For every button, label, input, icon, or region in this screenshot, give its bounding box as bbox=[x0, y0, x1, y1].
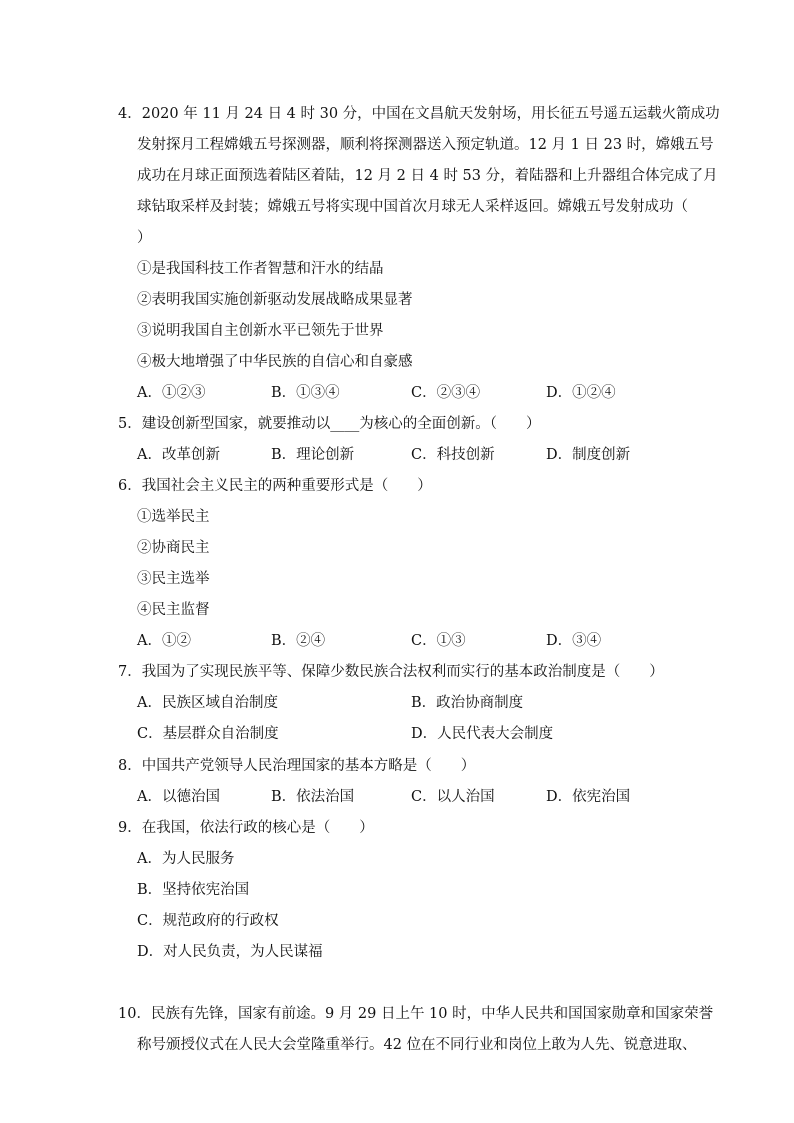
question-9-stem: 9．在我国，依法行政的核心是（ ） bbox=[118, 820, 374, 836]
question-7-stem: 7．我国为了实现民族平等、保障少数民族合法权利而实行的基本政治制度是（ ） bbox=[118, 664, 664, 680]
question-6-item-3: ③民主选举 bbox=[137, 571, 210, 587]
question-4-stem-line-3: 成功在月球正面预选着陆区着陆，12 月 2 日 4 时 53 分，着陆器和上升器组合体完成了月 bbox=[137, 168, 718, 184]
question-5-option-b[interactable]: B．理论创新 bbox=[271, 447, 355, 463]
question-7-option-c[interactable]: C．基层群众自治制度 bbox=[137, 726, 279, 742]
question-6-item-4: ④民主监督 bbox=[137, 602, 210, 618]
question-4-options bbox=[118, 378, 678, 409]
question-5-options bbox=[118, 440, 678, 471]
question-4-option-d[interactable]: D．①②④ bbox=[546, 385, 616, 401]
question-7 bbox=[118, 657, 678, 750]
question-4-stem-line-5: ） bbox=[137, 230, 152, 246]
question-6-item-2: ②协商民主 bbox=[137, 540, 210, 556]
question-6-option-a[interactable]: A．①② bbox=[137, 633, 191, 649]
question-8-options bbox=[118, 782, 678, 813]
question-5-stem: 5．建设创新型国家，就要推动以____为核心的全面创新。（ ） bbox=[118, 416, 541, 432]
question-4-stem-line-1: 4．2020 年 11 月 24 日 4 时 30 分，中国在文昌航天发射场，用长征五号遥五运载火箭成功 bbox=[118, 106, 720, 122]
question-9-option-a[interactable]: A．为人民服务 bbox=[137, 851, 235, 867]
question-4-option-c[interactable]: C．②③④ bbox=[411, 385, 481, 401]
question-7-option-a[interactable]: A．民族区域自治制度 bbox=[137, 695, 278, 711]
question-8-stem: 8．中国共产党领导人民治理国家的基本方略是（ ） bbox=[118, 758, 476, 774]
question-6-option-d[interactable]: D．③④ bbox=[546, 633, 602, 649]
question-4-option-b[interactable]: B．①③④ bbox=[271, 385, 340, 401]
question-4-item-2: ②表明我国实施创新驱动发展战略成果显著 bbox=[137, 292, 413, 308]
question-6-option-c[interactable]: C．①③ bbox=[411, 633, 466, 649]
question-8-option-b[interactable]: B．依法治国 bbox=[271, 789, 355, 805]
question-7-option-b[interactable]: B．政治协商制度 bbox=[411, 695, 524, 711]
question-5-option-a[interactable]: A．改革创新 bbox=[137, 447, 220, 463]
question-4 bbox=[118, 99, 720, 409]
question-4-item-1: ①是我国科技工作者智慧和汗水的结晶 bbox=[137, 261, 384, 277]
question-4-item-3: ③说明我国自主创新水平已领先于世界 bbox=[137, 323, 384, 339]
question-9-option-d[interactable]: D．对人民负责，为人民谋福 bbox=[137, 944, 323, 960]
question-6 bbox=[118, 471, 678, 657]
question-9-option-c[interactable]: C．规范政府的行政权 bbox=[137, 913, 279, 929]
question-8-option-d[interactable]: D．依宪治国 bbox=[546, 789, 631, 805]
question-6-stem: 6．我国社会主义民主的两种重要形式是（ ） bbox=[118, 478, 432, 494]
question-4-option-a[interactable]: A．①②③ bbox=[137, 385, 206, 401]
question-4-stem-line-2: 发射探月工程嫦娥五号探测器，顺利将探测器送入预定轨道。12 月 1 日 23 时，嫦娥五号 bbox=[137, 137, 714, 153]
question-8-option-a[interactable]: A．以德治国 bbox=[137, 789, 220, 805]
question-5 bbox=[118, 409, 678, 471]
question-7-options-row-1 bbox=[118, 688, 678, 719]
question-9 bbox=[118, 813, 678, 968]
question-10 bbox=[118, 999, 714, 1061]
question-6-options bbox=[118, 626, 678, 657]
question-5-option-d[interactable]: D．制度创新 bbox=[546, 447, 631, 463]
question-5-option-c[interactable]: C．科技创新 bbox=[411, 447, 495, 463]
question-6-item-1: ①选举民主 bbox=[137, 509, 210, 525]
question-6-option-b[interactable]: B．②④ bbox=[271, 633, 326, 649]
question-7-options-row-2 bbox=[118, 719, 678, 750]
question-10-stem-line-2: 称号颁授仪式在人民大会堂隆重举行。42 位在不同行业和岗位上敢为人先、锐意进取、 bbox=[137, 1037, 697, 1053]
question-10-stem-line-1: 10．民族有先锋，国家有前途。9 月 29 日上午 10 时，中华人民共和国国家勋章和国家荣誉 bbox=[118, 1006, 714, 1022]
question-8-option-c[interactable]: C．以人治国 bbox=[411, 789, 495, 805]
question-4-item-4: ④极大地增强了中华民族的自信心和自豪感 bbox=[137, 354, 413, 370]
question-8 bbox=[118, 751, 678, 813]
question-9-option-b[interactable]: B．坚持依宪治国 bbox=[137, 882, 250, 898]
question-4-stem-line-4: 球钻取采样及封装；嫦娥五号将实现中国首次月球无人采样返回。嫦娥五号发射成功（ bbox=[137, 199, 688, 215]
question-7-option-d[interactable]: D．人民代表大会制度 bbox=[411, 726, 554, 742]
